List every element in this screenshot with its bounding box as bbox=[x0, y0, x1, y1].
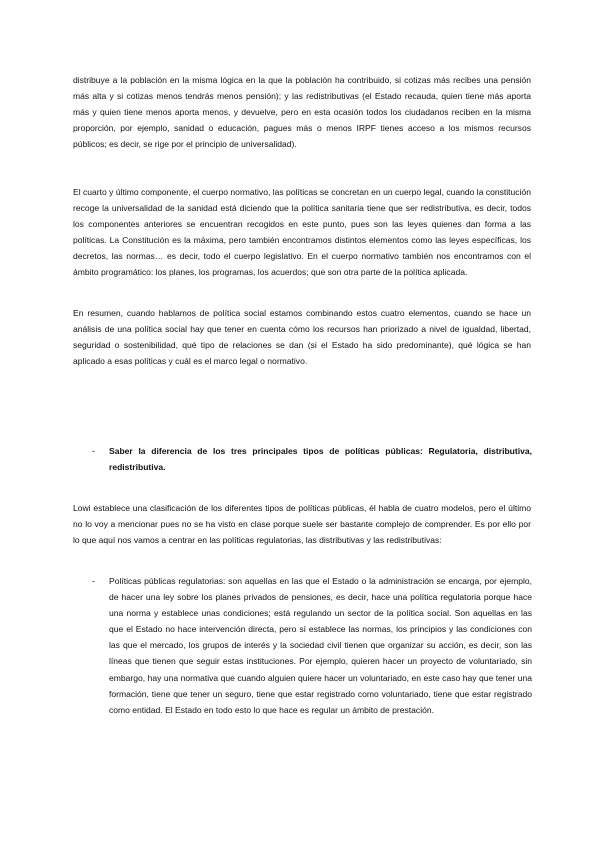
paragraph-cuerpo-normativo: El cuarto y último componente, el cuerpo normativo, las políticas se concretan en un cuerpo legal, cuando la constitución recoge la universalidad de la sanidad está diciendo que la política sanitaria tiene que ser redistributiva, es decir, todos los componentes anteriores se encuentran recogidos en este punto, pues son las leyes quienes dan forma a las políticas. La Constitución es la máxima, pero también encontramos distintos elementos como las leyes específicas, los decretos, las normas… es decir, todo el cuerpo legislativo. En el cuerpo normativo también nos encontramos con el ámbito programático: los planes, los programas, los acuerdos; que son otra parte de la política aplicada. bbox=[73, 187, 531, 278]
paragraph-lowi: Lowi establece una clasificación de los diferentes tipos de políticas públicas, él habla de cuatro modelos, pero el último no lo voy a mencionar pues no se ha visto en clase porque suele ser bastante complejo de comprender. Es por ello por lo que aquí nos vamos a centrar en las políticas regulatorias, las distributivas y las redistributivas: bbox=[73, 503, 531, 546]
dash-bullet-marker: - bbox=[92, 446, 95, 456]
paragraph-redistributivas: distribuye a la población en la misma lógica en la que la población ha contribuido, si cotizas más recibes una pensión más alta y si cotizas menos tendrás menos pensión); y las redistributivas (el Estado recauda, quien tiene más aporta más y quien tiene menos aporta menos, y devuelve, pero en esta ocasión todos los ciudadanos reciben en la misma proporción, por ejemplo, sanidad o educación, pagues más o menos IRPF tienes acceso a los mismos recursos públicos; es decir, se rige por el principio de universalidad). bbox=[73, 75, 531, 150]
section-heading: Saber la diferencia de los tres principales tipos de políticas públicas: Regulatoria, distributiva, redistributiva. bbox=[109, 446, 532, 473]
dash-bullet-marker: - bbox=[92, 576, 95, 586]
list-item-regulatorias-text: Políticas públicas regulatorias: son aquellas en las que el Estado o la administración se encarga, por ejemplo, de hacer una ley sobre los planes privados de pensiones, es decir, hace una política regulatoria porque hace una norma y establece unas condiciones; está regulando un sector de la política social. Son aquellas en las que el Estado no hace intervención directa, pero sí establece las normas, los principios y las condiciones con las que el mercado, los grupos de interés y la sociedad civil tienen que organizar su acción, es decir, son las líneas que tienen que seguir estas instituciones. Por ejemplo, quieren hacer un proyecto de voluntariado, sin embargo, hay una normativa que cuando alguien quiere hacer un voluntariado, en este caso hay que tener una formación, tiene que tener un seguro, tiene que estar registrado como voluntariado, tiene que estar registrado como entidad. El Estado en todo esto lo que hace es regular un ámbito de prestación. bbox=[109, 576, 532, 715]
paragraph-resumen: En resumen, cuando hablamos de política social estamos combinando estos cuatro elementos, cuando se hace un análisis de una política social hay que tener en cuenta cómo los recursos han priorizado a nivel de igualdad, libertad, seguridad o sostenibilidad, qué tipo de relaciones se dan (si el Estado ha sido predominante), qué lógica se han aplicado a esas políticas y cuál es el marco legal o normativo. bbox=[73, 308, 531, 367]
